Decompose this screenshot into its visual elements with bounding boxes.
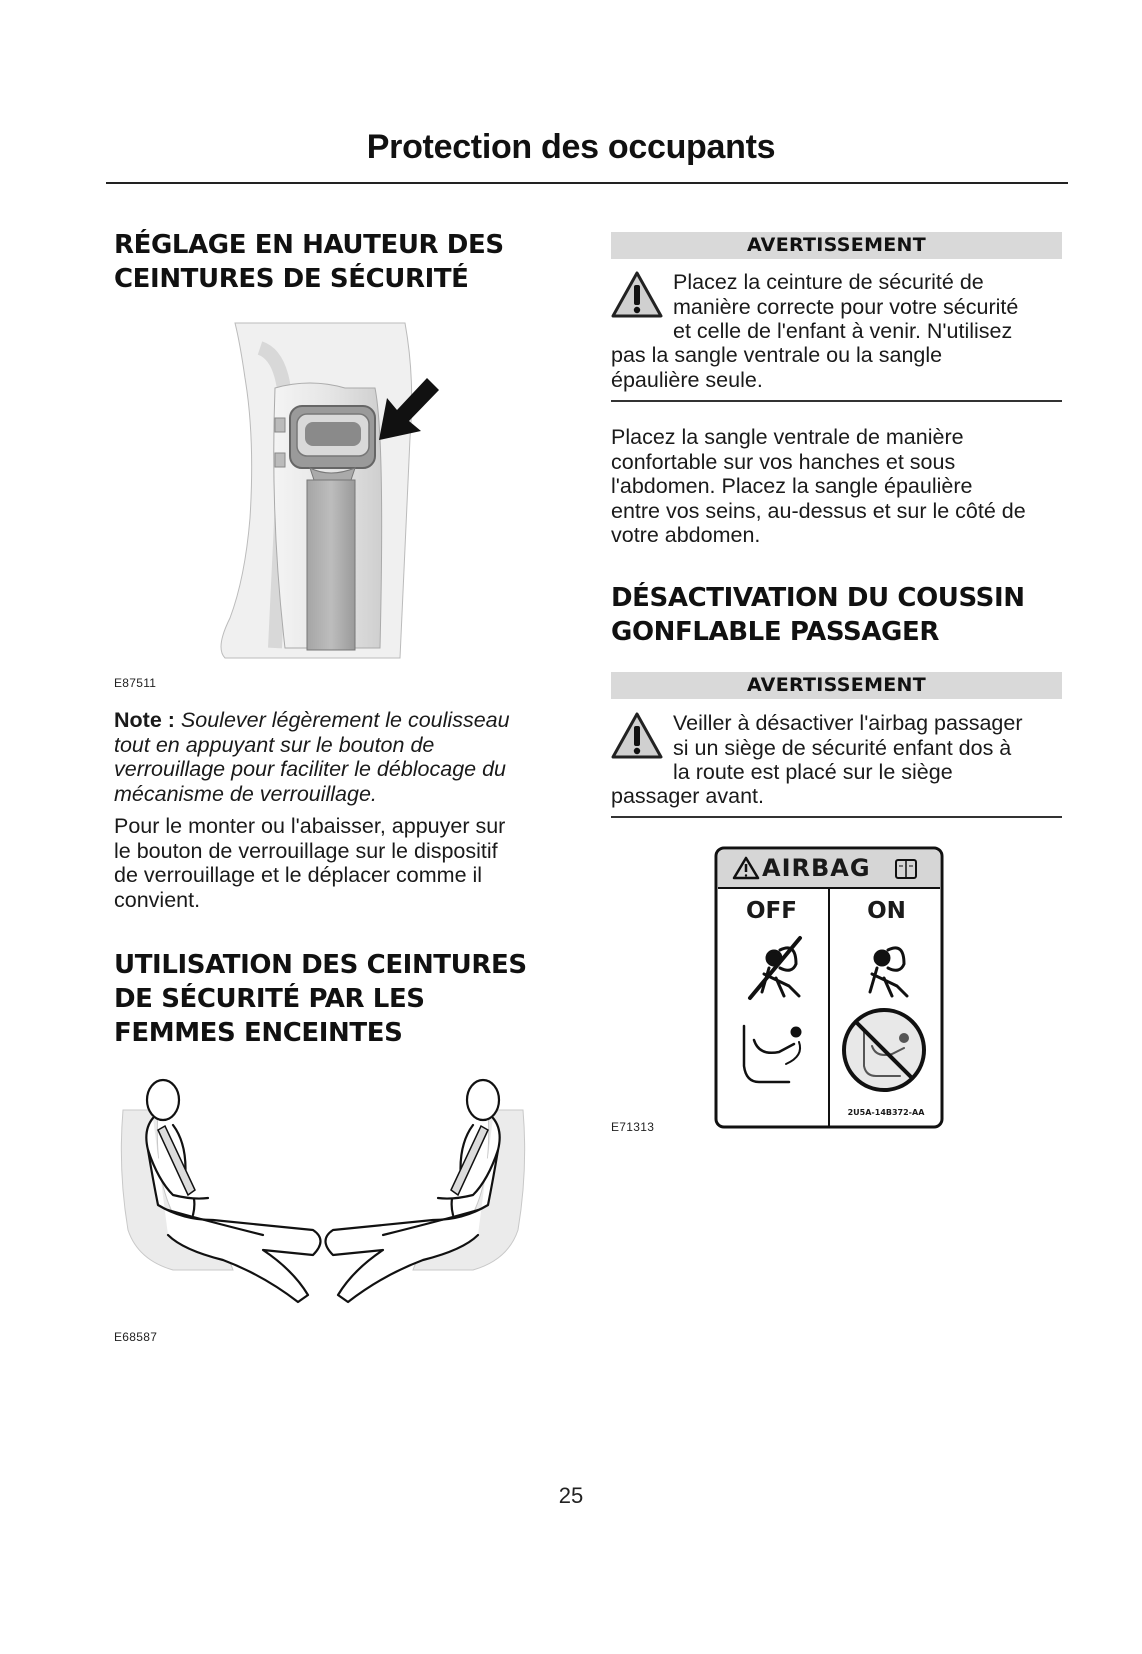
- airbag-label-title: AIRBAG: [762, 854, 871, 882]
- section-heading-pregnancy: [114, 948, 584, 1050]
- text-line: l'abdomen. Placez la sangle épaulière: [611, 474, 973, 498]
- text-line: pas la sangle ventrale ou la sangle: [611, 343, 943, 367]
- warning-triangle-icon: [611, 270, 663, 320]
- text-line: passager avant.: [611, 784, 764, 808]
- heading-line: UTILISATION DES CEINTURES: [114, 950, 527, 980]
- text-line: entre vos seins, au-dessus et sur le côté de: [611, 498, 1026, 523]
- heading-line: GONFLABLE PASSAGER: [611, 617, 939, 647]
- heading-line: CEINTURES DE SÉCURITÉ: [114, 264, 469, 294]
- figure-code: E71313: [611, 1120, 655, 1134]
- page-title: Protection des occupants: [366, 128, 776, 166]
- text-line: confortable sur vos hanches et sous: [611, 449, 956, 474]
- text-line: Placez la sangle ventrale de manière: [611, 425, 964, 449]
- warning-header: AVERTISSEMENT: [611, 232, 1062, 259]
- pregnant-seatbelt-illustration: [113, 1070, 533, 1315]
- warning-text-continued: [611, 784, 1062, 809]
- airbag-status-label: [714, 846, 944, 1129]
- text-line: la route est placé sur le siège: [673, 760, 953, 784]
- warning-text: [673, 711, 1065, 785]
- text-line: de verrouillage et le déplacer comme il: [114, 863, 483, 887]
- text-line: si un siège de sécurité enfant dos à: [673, 735, 1012, 760]
- warning-text: [673, 270, 1065, 344]
- text-line: Placez la ceinture de sécurité de: [673, 270, 984, 294]
- warning-header: AVERTISSEMENT: [611, 672, 1062, 699]
- note-text: verrouillage pour faciliter le déblocage du: [114, 757, 507, 781]
- warning-divider: [611, 400, 1062, 402]
- warning-divider: [611, 816, 1062, 818]
- note-text: Soulever légèrement le coulisseau: [180, 708, 510, 732]
- text-line: et celle de l'enfant à venir. N'utilisez: [673, 319, 1013, 343]
- heading-line: FEMMES ENCEINTES: [114, 1018, 403, 1048]
- text-line: le bouton de verrouillage sur le dispositif: [114, 838, 498, 863]
- text-line: manière correcte pour votre sécurité: [673, 294, 1019, 319]
- airbag-on-label: ON: [867, 898, 906, 924]
- note-label: Note :: [114, 708, 175, 732]
- text-line: convient.: [114, 887, 201, 912]
- warning-triangle-icon: [611, 711, 663, 761]
- title-divider: [106, 182, 1068, 184]
- note-text: tout en appuyant sur le bouton de: [114, 732, 435, 757]
- warning-text-continued: [611, 343, 1062, 392]
- section-heading-airbag-deactivation: [611, 581, 1071, 649]
- text-line: Veiller à désactiver l'airbag passager: [673, 711, 1023, 735]
- belt-height-adjuster-illustration: [215, 318, 465, 673]
- paragraph: [114, 814, 574, 912]
- airbag-label-frame: [714, 846, 944, 1129]
- text-line: Pour le monter ou l'abaisser, appuyer sur: [114, 814, 506, 838]
- note-paragraph: [114, 708, 574, 806]
- figure-code: E87511: [114, 676, 157, 690]
- paragraph: [611, 425, 1066, 548]
- airbag-off-label: OFF: [746, 898, 797, 924]
- section-heading-height-adjust: [114, 228, 574, 296]
- heading-line: DÉSACTIVATION DU COUSSIN: [611, 583, 1025, 613]
- text-line: épaulière seule.: [611, 367, 763, 392]
- note-text: mécanisme de verrouillage.: [114, 781, 377, 806]
- heading-line: RÉGLAGE EN HAUTEUR DES: [114, 230, 504, 260]
- figure-code: E68587: [114, 1330, 158, 1344]
- text-line: votre abdomen.: [611, 523, 761, 547]
- page-number: 25: [558, 1483, 584, 1508]
- part-number: 2U5A-14B372-AA: [847, 1108, 925, 1117]
- heading-line: DE SÉCURITÉ PAR LES: [114, 984, 425, 1014]
